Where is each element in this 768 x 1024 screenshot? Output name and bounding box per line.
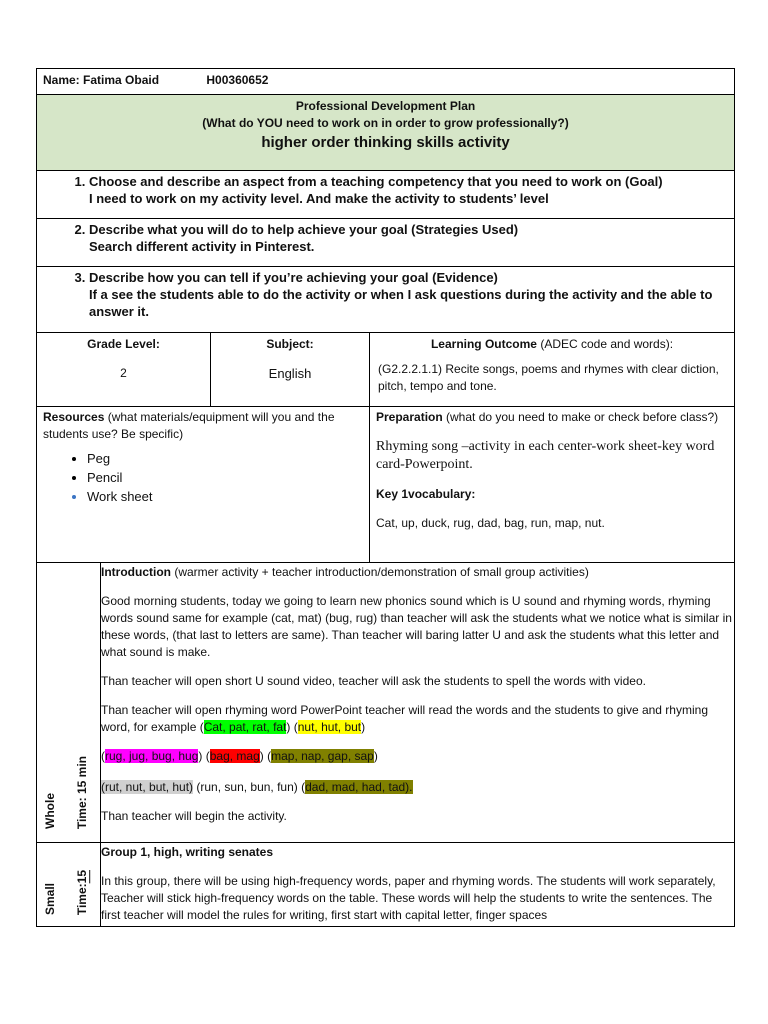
plan-subtitle: (What do YOU need to work on in order to grow professionally?) [202,116,569,130]
rhyme-line-3: (rut, nut, but, hut) (run, sun, bun, fun) (dad, mad, had, tad). [101,780,413,794]
resources-label: Resources [43,410,105,424]
rhyme-group-map: map, nap, gap, sap [271,749,374,763]
rhyme-group-bag: bag, mag [209,749,260,763]
name-row [37,69,735,95]
goal-1-answer: I need to work on my activity level. And make the activity to students’ level [89,191,549,206]
outcome-value: (G2.2.2.1.1) Recite songs, poems and rhymes with clear diction, pitch, tempo and tone. [378,362,719,393]
intro-label: Introduction [101,565,171,579]
small-group-row [37,843,735,927]
rhyme-group-dad: dad, mad, had, tad). [305,780,413,794]
preparation-label: Preparation [376,410,443,424]
lesson-plan-table [36,68,735,927]
whole-group-row [37,563,735,843]
goal-1-question: Choose and describe an aspect from a teaching competency that you need to work on (Goal) [89,174,663,189]
resources-label-rest: (what materials/equipment will you and the students use? Be specific) [43,410,335,441]
grade-value: 2 [120,366,127,380]
plan-header-row [37,95,735,171]
vocab-words: Cat, up, duck, rug, dad, bag, run, map, nut. [376,516,605,530]
small-time-value: 15 [74,869,89,884]
goal-3-question: Describe how you can tell if you’re achieving your goal (Evidence) [89,270,498,285]
intro-label-rest: (warmer activity + teacher introduction/demonstration of small group activities) [170,565,589,579]
plan-title: Professional Development Plan [295,99,476,113]
resources-list [43,449,361,506]
rhyme-group-rut: (rut, nut, but, hut) [101,780,194,794]
goal-1 [37,173,734,207]
rhyme-line-2: (rug, jug, bug, hug) (bag, mag) (map, nap, gap, sap) [101,749,378,763]
goal-3-answer: If a see the students able to do the activity or when I ask questions during the activity and the able to answer it. [89,287,713,319]
outcome-label-rest: (ADEC code and words): [536,337,674,351]
intro-paragraph-1: Good morning students, today we going to learn new phonics sound which is U sound and rhyming words, rhyming words sound same for example (cat, mat) (bug, rug) than teacher will ask the students what we notice what is similar in these words, (that last to letters are same). Than teacher will baring latter U and ask the students what this letter and what sound is make. [101,594,732,659]
goal-2-question: Describe what you will do to help achieve your goal (Strategies Used) [89,222,519,237]
whole-time-label: Time: 15 min [74,755,89,829]
resources-row [37,407,735,563]
small-label: Small [43,882,58,915]
resource-item: • Pencil [87,468,361,487]
preparation-label-rest: (what do you need to make or check before class?) [442,410,719,424]
rhyme-group-cat: Cat, pat, rat, fat [203,720,287,734]
goal-2-answer: Search different activity in Pinterest. [89,239,315,254]
subject-label: Subject: [266,337,314,351]
intro-closing: Than teacher will begin the activity. [101,809,287,823]
goal-row-3 [37,267,735,333]
whole-label: Whole [43,793,58,829]
grade-label: Grade Level: [87,337,160,351]
outcome-label: Learning Outcome [430,337,537,351]
group-1-title: Group 1, high, writing senates [101,845,274,859]
rhyme-group-nut: nut, hut, but [297,720,362,734]
intro-paragraph-2: Than teacher will open short U sound video, teacher will ask the students to spell the words with video. [101,674,646,688]
rhyme-group-rug: rug, jug, bug, hug [105,749,199,763]
goal-row-1 [37,171,735,219]
intro-paragraph-3: Than teacher will open rhyming word PowerPoint teacher will read the words and the students to give and rhyming word, for example (Cat, pat, rat, fat) (nut, hut, but) [101,703,708,734]
preparation-text: Rhyming song –activity in each center-work sheet-key word card-Powerpoint. [376,439,715,472]
lesson-plan-document [36,68,734,927]
resource-item: • Work sheet [87,487,361,506]
goal-3 [37,269,724,320]
goal-row-2 [37,219,735,267]
resource-item: • Peg [87,449,361,468]
goal-2 [37,221,734,255]
small-time-label: Time:15 [74,869,89,915]
vocab-label: Key 1vocabulary: [376,487,476,501]
group-1-paragraph: In this group, there will be using high-frequency words, paper and rhyming words. The students will work separately, Teacher will stick high-frequency words on the table. These words will help the students to write the sentences. The first teacher will model the rules for writing, first start with capital letter, finger spaces [101,874,716,922]
name-label: Name: Fatima Obaid [43,73,160,87]
subject-value: English [268,366,312,381]
student-id: H00360652 [206,73,269,87]
info-row [37,333,735,407]
plan-focus: higher order thinking skills activity [261,134,510,151]
